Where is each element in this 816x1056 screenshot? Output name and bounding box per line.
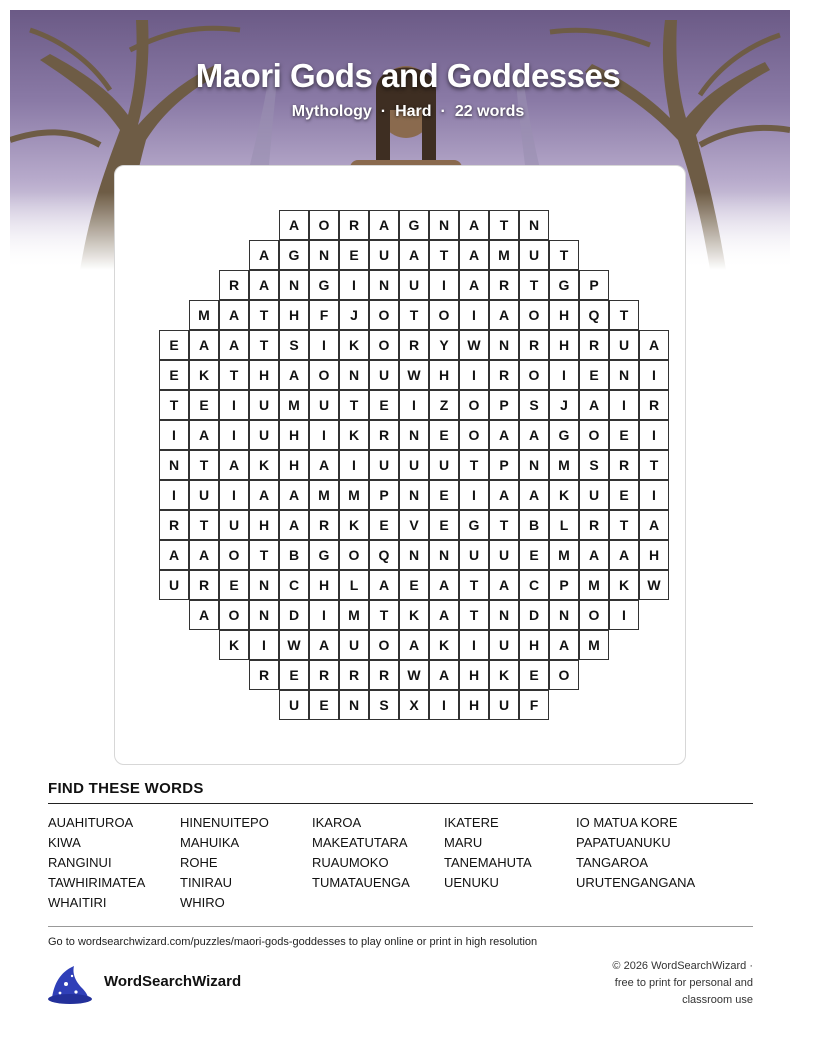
grid-cell[interactable]: R <box>489 360 519 390</box>
grid-cell[interactable]: A <box>279 210 309 240</box>
grid-cell[interactable]: E <box>279 660 309 690</box>
grid-cell[interactable]: P <box>579 270 609 300</box>
grid-cell[interactable]: I <box>609 600 639 630</box>
grid-cell[interactable]: T <box>339 390 369 420</box>
grid-cell[interactable]: I <box>219 420 249 450</box>
grid-cell[interactable]: U <box>339 630 369 660</box>
grid-cell[interactable]: M <box>549 540 579 570</box>
grid-cell[interactable]: B <box>279 540 309 570</box>
grid-cell[interactable]: P <box>489 390 519 420</box>
puzzle-card <box>114 165 686 765</box>
grid-cell[interactable]: I <box>159 420 189 450</box>
grid-cell[interactable]: E <box>429 420 459 450</box>
grid-cell[interactable]: M <box>549 450 579 480</box>
grid-cell[interactable]: K <box>339 510 369 540</box>
word-item: URUTENGANGANA <box>576 875 696 890</box>
grid-cell[interactable]: U <box>279 690 309 720</box>
word-item: TUMATAUENGA <box>312 875 410 890</box>
grid-cell[interactable]: I <box>219 480 249 510</box>
grid-cell[interactable]: N <box>399 480 429 510</box>
grid-cell[interactable]: R <box>339 660 369 690</box>
grid-cell[interactable]: U <box>159 570 189 600</box>
grid-cell[interactable]: T <box>489 210 519 240</box>
grid-cell[interactable]: T <box>609 300 639 330</box>
grid-cell[interactable]: I <box>399 390 429 420</box>
grid-cell[interactable]: G <box>549 420 579 450</box>
grid-cell[interactable]: H <box>429 360 459 390</box>
grid-cell[interactable]: N <box>429 210 459 240</box>
grid-cell[interactable]: R <box>159 510 189 540</box>
grid-cell[interactable]: N <box>519 450 549 480</box>
grid-cell[interactable]: H <box>459 690 489 720</box>
grid-cell[interactable]: Q <box>369 540 399 570</box>
grid-cell[interactable]: F <box>519 690 549 720</box>
grid-cell[interactable]: I <box>639 360 669 390</box>
word-item: RUAUMOKO <box>312 855 389 870</box>
grid-cell[interactable]: A <box>249 240 279 270</box>
grid-cell[interactable]: A <box>609 540 639 570</box>
grid-cell[interactable]: W <box>279 630 309 660</box>
copyright-line: classroom use <box>682 994 753 1006</box>
grid-cell[interactable]: T <box>249 330 279 360</box>
word-item: TAWHIRIMATEA <box>48 875 146 890</box>
grid-cell[interactable]: P <box>489 450 519 480</box>
grid-cell[interactable]: E <box>609 480 639 510</box>
grid-cell[interactable]: U <box>579 480 609 510</box>
grid-cell[interactable]: M <box>339 480 369 510</box>
grid-cell[interactable]: M <box>279 390 309 420</box>
grid-cell[interactable]: K <box>339 330 369 360</box>
grid-cell[interactable]: A <box>399 240 429 270</box>
word-item: TANGAROA <box>576 855 648 870</box>
grid-cell[interactable]: R <box>399 330 429 360</box>
grid-cell[interactable]: O <box>339 540 369 570</box>
grid-cell[interactable]: K <box>429 630 459 660</box>
grid-cell[interactable]: U <box>489 540 519 570</box>
grid-cell[interactable]: R <box>339 210 369 240</box>
grid-cell[interactable]: A <box>579 540 609 570</box>
grid-cell[interactable]: T <box>249 540 279 570</box>
grid-cell[interactable]: K <box>249 450 279 480</box>
grid-cell[interactable]: B <box>519 510 549 540</box>
grid-cell[interactable]: R <box>489 270 519 300</box>
grid-cell[interactable]: N <box>369 270 399 300</box>
grid-cell[interactable]: T <box>459 600 489 630</box>
grid-cell[interactable]: A <box>249 270 279 300</box>
grid-cell[interactable]: A <box>399 630 429 660</box>
grid-cell[interactable]: N <box>489 330 519 360</box>
grid-cell[interactable]: A <box>459 210 489 240</box>
grid-cell[interactable]: O <box>519 360 549 390</box>
grid-cell[interactable]: E <box>369 510 399 540</box>
word-item: WHIRO <box>180 895 225 910</box>
meta-separator: · <box>440 103 446 120</box>
grid-cell[interactable]: I <box>459 300 489 330</box>
grid-cell[interactable]: H <box>249 510 279 540</box>
grid-cell[interactable]: O <box>369 630 399 660</box>
grid-cell[interactable]: S <box>519 390 549 420</box>
grid-cell[interactable]: A <box>459 240 489 270</box>
play-online-link[interactable]: Go to wordsearchwizard.com/puzzles/maori-gods-goddesses to play online or print in high resolution <box>48 936 538 948</box>
grid-cell[interactable]: A <box>489 300 519 330</box>
grid-cell[interactable]: K <box>399 600 429 630</box>
grid-cell[interactable]: T <box>609 510 639 540</box>
grid-cell[interactable]: N <box>549 600 579 630</box>
grid-cell[interactable]: R <box>219 270 249 300</box>
grid-cell[interactable]: E <box>609 420 639 450</box>
grid-cell[interactable]: E <box>159 360 189 390</box>
grid-cell[interactable]: H <box>549 300 579 330</box>
brand-name: WordSearchWizard <box>104 973 242 990</box>
grid-cell[interactable]: J <box>339 300 369 330</box>
grid-cell[interactable]: A <box>219 300 249 330</box>
grid-cell[interactable]: M <box>189 300 219 330</box>
grid-cell[interactable]: U <box>489 630 519 660</box>
grid-cell[interactable]: U <box>369 240 399 270</box>
grid-cell[interactable]: S <box>579 450 609 480</box>
grid-cell[interactable]: U <box>489 690 519 720</box>
grid-cell[interactable]: M <box>339 600 369 630</box>
grid-cell[interactable]: N <box>429 540 459 570</box>
grid-cell[interactable]: O <box>579 420 609 450</box>
grid-cell[interactable]: F <box>309 300 339 330</box>
meta-separator: · <box>380 103 387 120</box>
grid-cell[interactable]: A <box>189 540 219 570</box>
word-item: MAKEATUTARA <box>312 835 408 850</box>
grid-cell[interactable]: M <box>489 240 519 270</box>
grid-cell[interactable]: E <box>189 390 219 420</box>
grid-cell[interactable]: K <box>489 660 519 690</box>
grid-cell[interactable]: I <box>249 630 279 660</box>
grid-cell[interactable]: K <box>189 360 219 390</box>
grid-cell[interactable]: J <box>549 390 579 420</box>
grid-cell[interactable]: T <box>189 450 219 480</box>
grid-cell[interactable]: E <box>429 480 459 510</box>
grid-cell[interactable]: A <box>459 270 489 300</box>
grid-cell[interactable]: A <box>309 630 339 660</box>
grid-cell[interactable]: G <box>309 270 339 300</box>
wizard-hat-icon <box>46 962 94 1006</box>
word-item: IKAROA <box>312 815 362 830</box>
grid-cell[interactable]: N <box>399 420 429 450</box>
grid-cell[interactable]: T <box>159 390 189 420</box>
grid-cell[interactable]: O <box>369 330 399 360</box>
grid-cell[interactable]: Y <box>429 330 459 360</box>
copyright-notice <box>573 958 753 1009</box>
grid-cell[interactable]: A <box>189 420 219 450</box>
grid-cell[interactable]: G <box>459 510 489 540</box>
grid-cell[interactable]: H <box>279 300 309 330</box>
grid-cell[interactable]: N <box>249 600 279 630</box>
grid-cell[interactable]: E <box>579 360 609 390</box>
word-item: PAPATUANUKU <box>576 835 671 850</box>
grid-cell[interactable]: I <box>639 420 669 450</box>
grid-cell[interactable]: R <box>369 660 399 690</box>
grid-cell[interactable]: U <box>219 510 249 540</box>
grid-cell[interactable]: R <box>519 330 549 360</box>
grid-cell[interactable]: I <box>459 630 489 660</box>
grid-cell[interactable]: W <box>459 330 489 360</box>
grid-cell[interactable]: H <box>279 420 309 450</box>
word-item: KIWA <box>48 835 81 850</box>
grid-cell[interactable]: O <box>369 300 399 330</box>
category-label: Mythology <box>291 103 372 120</box>
grid-cell[interactable]: U <box>609 330 639 360</box>
grid-cell[interactable]: T <box>399 300 429 330</box>
grid-cell[interactable]: I <box>609 390 639 420</box>
word-list <box>48 813 753 913</box>
grid-cell[interactable]: O <box>309 360 339 390</box>
grid-cell[interactable]: H <box>549 330 579 360</box>
grid-cell[interactable]: W <box>639 570 669 600</box>
grid-cell[interactable]: W <box>399 360 429 390</box>
grid-cell[interactable]: C <box>519 570 549 600</box>
grid-cell[interactable]: T <box>459 570 489 600</box>
grid-cell[interactable]: G <box>549 270 579 300</box>
grid-cell[interactable]: U <box>399 270 429 300</box>
grid-cell[interactable]: A <box>159 540 189 570</box>
grid-cell[interactable]: R <box>579 510 609 540</box>
grid-cell[interactable]: N <box>159 450 189 480</box>
grid-cell[interactable]: A <box>429 600 459 630</box>
grid-cell[interactable]: W <box>399 660 429 690</box>
grid-cell[interactable]: M <box>579 630 609 660</box>
grid-cell[interactable]: E <box>519 660 549 690</box>
grid-cell[interactable]: G <box>309 540 339 570</box>
grid-cell[interactable]: A <box>219 330 249 360</box>
grid-cell[interactable]: U <box>189 480 219 510</box>
grid-cell[interactable]: O <box>459 390 489 420</box>
grid-cell[interactable]: T <box>459 450 489 480</box>
grid-cell[interactable]: N <box>339 690 369 720</box>
grid-cell[interactable]: N <box>519 210 549 240</box>
grid-cell[interactable]: A <box>579 390 609 420</box>
grid-cell[interactable]: C <box>279 570 309 600</box>
grid-cell[interactable]: R <box>249 660 279 690</box>
grid-cell[interactable]: K <box>549 480 579 510</box>
grid-cell[interactable]: U <box>249 390 279 420</box>
grid-cell[interactable]: K <box>339 420 369 450</box>
word-item: AUAHITUROA <box>48 815 134 830</box>
grid-cell[interactable]: N <box>309 240 339 270</box>
grid-cell[interactable]: E <box>519 540 549 570</box>
grid-cell[interactable]: O <box>549 660 579 690</box>
grid-cell[interactable]: A <box>249 480 279 510</box>
word-item: RANGINUI <box>48 855 112 870</box>
grid-cell[interactable]: T <box>639 450 669 480</box>
grid-cell[interactable]: N <box>279 270 309 300</box>
copyright-line: © 2026 WordSearchWizard · <box>612 960 753 972</box>
grid-cell[interactable]: T <box>519 270 549 300</box>
grid-cell[interactable]: X <box>399 690 429 720</box>
grid-cell[interactable]: R <box>369 420 399 450</box>
word-item: TANEMAHUTA <box>444 855 532 870</box>
grid-cell[interactable]: R <box>189 570 219 600</box>
grid-cell[interactable]: A <box>489 420 519 450</box>
word-item: MAHUIKA <box>180 835 240 850</box>
grid-cell[interactable]: N <box>489 600 519 630</box>
grid-cell[interactable]: T <box>549 240 579 270</box>
word-list-heading: FIND THESE WORDS <box>48 780 204 797</box>
grid-cell[interactable]: U <box>399 450 429 480</box>
grid-cell[interactable]: Q <box>579 300 609 330</box>
grid-cell[interactable]: H <box>639 540 669 570</box>
grid-cell[interactable]: K <box>219 630 249 660</box>
grid-cell[interactable]: I <box>309 330 339 360</box>
grid-cell[interactable]: T <box>219 360 249 390</box>
grid-cell[interactable]: H <box>309 570 339 600</box>
grid-cell[interactable]: H <box>279 450 309 480</box>
grid-cell[interactable]: A <box>519 420 549 450</box>
grid-cell[interactable]: E <box>399 570 429 600</box>
word-item: TINIRAU <box>180 875 232 890</box>
word-item: IKATERE <box>444 815 499 830</box>
copyright-line: free to print for personal and <box>614 977 753 989</box>
grid-cell[interactable]: T <box>189 510 219 540</box>
grid-cell[interactable]: A <box>279 360 309 390</box>
grid-cell[interactable]: H <box>459 660 489 690</box>
grid-cell[interactable]: A <box>369 570 399 600</box>
grid-cell[interactable]: U <box>519 240 549 270</box>
divider <box>48 926 753 927</box>
grid-cell[interactable]: T <box>429 240 459 270</box>
grid-cell[interactable]: H <box>519 630 549 660</box>
grid-cell[interactable]: N <box>249 570 279 600</box>
grid-cell[interactable]: A <box>279 480 309 510</box>
grid-cell[interactable]: A <box>369 210 399 240</box>
grid-cell[interactable]: U <box>369 360 399 390</box>
grid-cell[interactable]: E <box>159 330 189 360</box>
grid-cell[interactable]: I <box>639 480 669 510</box>
grid-cell[interactable]: A <box>519 480 549 510</box>
grid-cell[interactable]: S <box>279 330 309 360</box>
grid-cell[interactable]: O <box>219 600 249 630</box>
grid-cell[interactable]: R <box>309 510 339 540</box>
grid-cell[interactable]: O <box>519 300 549 330</box>
grid-cell[interactable]: P <box>549 570 579 600</box>
word-item: ROHE <box>180 855 218 870</box>
grid-cell[interactable]: K <box>609 570 639 600</box>
grid-cell[interactable]: A <box>489 570 519 600</box>
grid-cell[interactable]: I <box>219 390 249 420</box>
word-item: HINENUITEPO <box>180 815 269 830</box>
difficulty-label: Hard <box>395 103 432 120</box>
grid-cell[interactable]: A <box>309 450 339 480</box>
grid-cell[interactable]: T <box>489 510 519 540</box>
grid-cell[interactable]: A <box>279 510 309 540</box>
grid-cell[interactable]: E <box>429 510 459 540</box>
puzzle-meta <box>0 103 816 121</box>
grid-cell[interactable]: L <box>549 510 579 540</box>
grid-cell[interactable]: N <box>399 540 429 570</box>
grid-cell[interactable]: D <box>279 600 309 630</box>
grid-cell[interactable]: T <box>369 600 399 630</box>
grid-cell[interactable]: I <box>429 270 459 300</box>
grid-cell[interactable]: P <box>369 480 399 510</box>
grid-cell[interactable]: G <box>399 210 429 240</box>
grid-cell[interactable]: V <box>399 510 429 540</box>
grid-cell[interactable]: L <box>339 570 369 600</box>
word-item: MARU <box>444 835 483 850</box>
grid-cell[interactable]: E <box>339 240 369 270</box>
grid-cell[interactable]: I <box>309 420 339 450</box>
grid-cell[interactable]: U <box>249 420 279 450</box>
grid-cell[interactable]: D <box>519 600 549 630</box>
grid-cell[interactable]: H <box>249 360 279 390</box>
grid-cell[interactable]: A <box>219 450 249 480</box>
grid-cell[interactable]: O <box>219 540 249 570</box>
grid-cell[interactable]: I <box>459 480 489 510</box>
page-title: Maori Gods and Goddesses <box>195 57 621 94</box>
grid-cell[interactable]: Z <box>429 390 459 420</box>
word-item: WHAITIRI <box>48 895 107 910</box>
word-count-label: 22 words <box>454 103 525 120</box>
grid-cell[interactable]: O <box>429 300 459 330</box>
grid-cell[interactable]: A <box>549 630 579 660</box>
grid-cell[interactable]: G <box>279 240 309 270</box>
grid-cell[interactable]: R <box>609 450 639 480</box>
grid-cell[interactable]: O <box>459 420 489 450</box>
grid-cell[interactable]: O <box>309 210 339 240</box>
grid-cell[interactable]: I <box>339 270 369 300</box>
grid-cell[interactable]: R <box>579 330 609 360</box>
grid-cell[interactable]: M <box>579 570 609 600</box>
grid-cell[interactable]: T <box>249 300 279 330</box>
grid-cell[interactable]: U <box>459 540 489 570</box>
grid-cell[interactable]: U <box>429 450 459 480</box>
grid-cell[interactable]: N <box>609 360 639 390</box>
grid-cell[interactable]: A <box>639 510 669 540</box>
grid-cell[interactable]: A <box>429 570 459 600</box>
grid-cell[interactable]: E <box>369 390 399 420</box>
grid-cell[interactable]: E <box>219 570 249 600</box>
grid-cell[interactable]: R <box>639 390 669 420</box>
grid-cell[interactable]: A <box>639 330 669 360</box>
grid-cell[interactable]: M <box>309 480 339 510</box>
grid-cell[interactable]: I <box>549 360 579 390</box>
word-item: UENUKU <box>444 875 499 890</box>
grid-cell[interactable]: U <box>309 390 339 420</box>
grid-cell[interactable]: I <box>339 450 369 480</box>
grid-cell[interactable]: A <box>489 480 519 510</box>
grid-cell[interactable]: R <box>309 660 339 690</box>
grid-cell[interactable]: I <box>429 690 459 720</box>
divider <box>48 803 753 804</box>
grid-cell[interactable]: N <box>339 360 369 390</box>
word-item: IO MATUA KORE <box>576 815 678 830</box>
grid-cell[interactable]: A <box>189 600 219 630</box>
grid-cell[interactable]: O <box>579 600 609 630</box>
grid-cell[interactable]: I <box>159 480 189 510</box>
grid-cell[interactable]: U <box>369 450 399 480</box>
grid-cell[interactable]: I <box>459 360 489 390</box>
grid-cell[interactable]: A <box>189 330 219 360</box>
grid-cell[interactable]: A <box>429 660 459 690</box>
grid-cell[interactable]: S <box>369 690 399 720</box>
grid-cell[interactable]: E <box>309 690 339 720</box>
grid-cell[interactable]: I <box>309 600 339 630</box>
